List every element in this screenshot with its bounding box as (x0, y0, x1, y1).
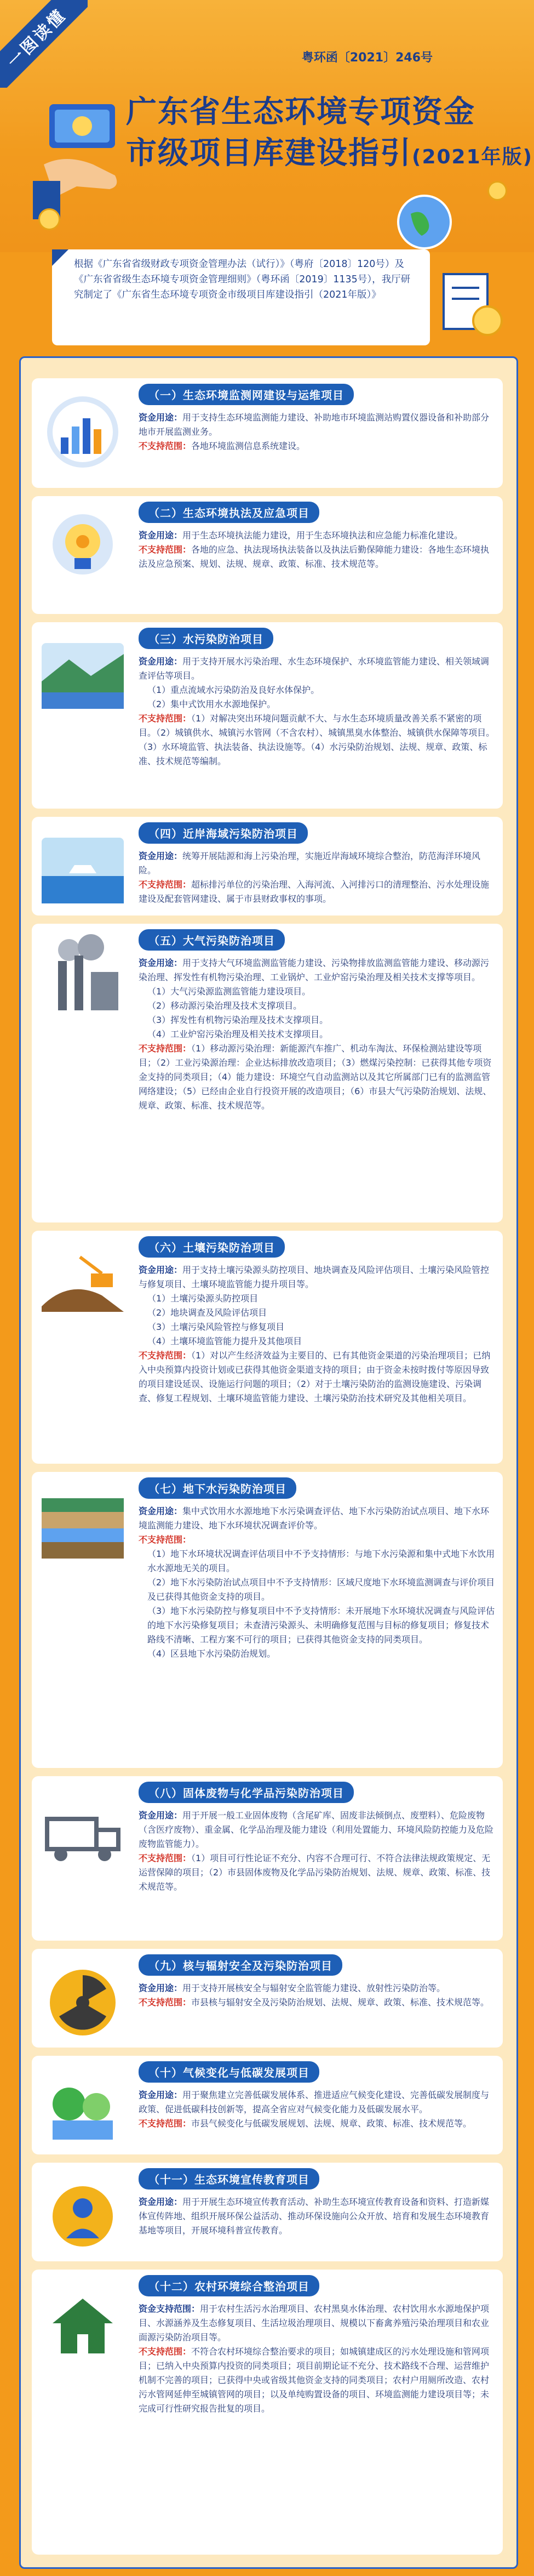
document-number: 粤环函〔2021〕246号 (301, 51, 433, 65)
corner-tag-label: 一图读懂 (4, 5, 70, 72)
section-11 (32, 2163, 503, 2261)
fund-text: 用于支持开展水污染治理、水生态环境保护、水环境监管能力建设、相关领域调查评估等项目。 (139, 656, 490, 681)
fund-label: 资金用途： (139, 1983, 183, 1993)
no-support-text: 市县核与辐射安全及污染防治规划、法规、规章、政策、标准、技术规范等。 (191, 1997, 490, 2008)
education-person-icon (36, 2173, 129, 2260)
list-item: （2）集中式饮用水水源地保护。 (147, 699, 276, 709)
coastal-sea-icon (36, 827, 129, 914)
list-item: （4）工业炉窑污染治理及相关技术支撑项目。 (147, 1029, 329, 1039)
waste-truck-icon (36, 1786, 129, 1874)
section-3 (32, 622, 503, 809)
fund-label: 资金用途： (139, 2090, 183, 2100)
section-title: （八）固体废物与化学品污染防治项目 (139, 1782, 354, 1803)
no-support-text: （1）项目可行性论证不充分、内容不合理可行、不符合法律法规政策规定、无运营保障的项目；（2）市县固体废物及化学品污染防治规划、法规、规章、政策、标准、技术规范等。 (139, 1853, 491, 1892)
monitoring-chart-icon (36, 388, 129, 476)
list-item: （4）土壤环境监管能力提升及其他项目 (147, 1336, 302, 1346)
list-item: （1）重点流域水污染防治及良好水体保护。 (147, 685, 320, 695)
list-item: （2）移动源污染治理及技术支撑项目。 (147, 1000, 302, 1011)
list-item: （2）地下水污染防治试点项目中不予支持情形：区域尺度地下水环境监测调查与评价项目及已获得其他资金支持的项目。 (147, 1577, 495, 1602)
soil-excavator-icon (36, 1241, 129, 1328)
fund-text: 统筹开展陆源和海上污染治理，实施近岸海域环境综合整治，防范海洋环境风险。 (139, 851, 481, 875)
list-item: （2）地块调查及风险评估项目 (147, 1307, 267, 1318)
document-coin-icon (433, 263, 509, 345)
fund-support-label: 资金支持范围： (139, 2304, 200, 2314)
section-title: （五）大气污染防治项目 (139, 929, 285, 951)
section-5 (32, 924, 503, 1222)
no-support-label: 不支持范围： (139, 1997, 192, 2008)
no-support-text: 各地的应急、执法现场执法装备以及执法后勤保障能力建设：各地生态环境执法及应急预案、规划、法规、规章、政策、标准、技术规范等。 (139, 544, 490, 569)
section-title: （二）生态环境执法及应急项目 (139, 502, 319, 523)
fund-label: 资金用途： (139, 1810, 183, 1821)
header-banner (0, 0, 534, 252)
fund-text: 用于支持生态环境监测能力建设、补助地市环境监测站购置仪器设备和补助部分地市开展监测业务。 (139, 412, 490, 437)
no-support-text: 各地环境监测信息系统建设。 (191, 441, 306, 451)
rural-house-icon (36, 2279, 129, 2367)
section-title: （六）土壤污染防治项目 (139, 1236, 285, 1258)
fund-text: 用于聚焦建立完善低碳发展体系、推进适应气候变化建设、完善低碳发展制度与政策、促进低碳科技创新等，提高全省应对气候变化能力及低碳发展水平。 (139, 2090, 490, 2114)
coin-icon (487, 181, 507, 201)
green-city-icon (36, 2066, 129, 2153)
fund-label: 资金用途： (139, 412, 183, 423)
section-title: （十二）农村环境综合整治项目 (139, 2275, 319, 2296)
section-1 (32, 378, 503, 488)
list-item: （3）地下水污染防控与修复项目中不予支持情形：未开展地下水环境状况调查与风险评估的地下水污染修复项目；未查清污染源头、未明确修复范围与目标的修复项目；修复技术路线不清晰、工程方案不可行的项目；已获得其他资金支持的同类项目。 (147, 1606, 495, 1645)
fund-text: 用于开展一般工业固体废物（含尾矿库、固废非法倾倒点、废塑料）、危险废物（含医疗废物）、重金属、化学品治理及能力建设（利用处置能力、环境风险防控能力及危险废物监管能力）。 (139, 1810, 494, 1849)
radiation-icon (36, 1959, 129, 2046)
section-title: （四）近岸海域污染防治项目 (139, 822, 308, 844)
fund-text: 用于生态环境执法能力建设，用于生态环境执法和应急能力标准化建设。 (182, 530, 463, 541)
no-support-text: 市县气候变化与低碳发展规划、法规、规章、政策、标准、技术规范等。 (191, 2118, 472, 2129)
list-item: （4）区县地下水污染防治规划。 (147, 1648, 276, 1659)
intro-text: 根据《广东省省级财政专项资金管理办法（试行）》（粤府〔2018〕120号）及《广东省省级生态环境专项资金管理细则》（粤环函〔2019〕1135号），我厅研究制定了《广东省生态环境专项资金市级项目库建设指引（2021年版）》 (74, 259, 411, 300)
fund-text: 用于农村生活污水治理项目、农村黑臭水体治理、农村饮用水水源地保护项目、水源涵养及生态修复项目、生活垃圾治理项目、规模以下畜禽养殖污染治理项目和农业面源污染防治项目等。 (139, 2304, 490, 2342)
section-7 (32, 1472, 503, 1768)
list-item: （1）大气污染源监测监管能力建设项目。 (147, 986, 311, 997)
fund-label: 资金用途： (139, 1265, 183, 1275)
page-title-year: (2021年版) (412, 146, 533, 168)
page-title-main: 市级项目库建设指引 (126, 135, 412, 171)
page-title-line2 (126, 129, 533, 173)
section-title: （三）水污染防治项目 (139, 628, 273, 649)
no-support-text: （1）移动源污染治理：新能源汽车推广、机动车淘汰、环保检测站建设等项目；（2）工业污染源治理：企业达标排放改造项目；（3）燃煤污染控制：已获得其他专项资金支持的同类项目；（4）能力建设：环境空气自动监测站以及其它所属部门已有的监测监管网络建设；（5）已经由企业自行投资开展的改造项目；（6）市县大气污染防治规划、法规、规章、政策、标准、技术规范等。 (139, 1043, 492, 1111)
groundwater-layers-icon (36, 1482, 129, 1570)
list-item: （1）土壤污染源头防控项目 (147, 1293, 259, 1304)
no-support-label: 不支持范围： (139, 2346, 192, 2357)
fund-text: 用于支持开展核安全与辐射安全监管能力建设、放射性污染防治等。 (182, 1983, 446, 1993)
no-support-label: 不支持范围： (139, 2118, 192, 2129)
no-support-label: 不支持范围： (139, 1853, 192, 1863)
list-item: （1）地下水环境状况调查评估项目中不予支持情形：与地下水污染源和集中式地下水饮用水水源地无关的项目。 (147, 1549, 495, 1573)
water-landscape-icon (36, 632, 129, 720)
globe-icon (394, 192, 455, 252)
section-4 (32, 817, 503, 915)
no-support-label: 不支持范围： (139, 1534, 192, 1545)
section-title: （七）地下水污染防治项目 (139, 1477, 296, 1499)
fund-label: 资金用途： (139, 656, 183, 667)
fund-text: 用于支持土壤污染源头防控项目、地块调查及风险评估项目、土壤污染风险管控与修复项目、土壤环境监管能力提升项目等。 (139, 1265, 490, 1289)
list-item: （3）挥发性有机物污染治理及技术支撑项目。 (147, 1015, 329, 1025)
section-10 (32, 2056, 503, 2154)
fund-label: 资金用途： (139, 851, 183, 861)
fund-label: 资金用途： (139, 530, 183, 541)
list-item: （3）土壤污染风险管控与修复项目 (147, 1322, 285, 1332)
no-support-text: 超标排污单位的污染治理、入海河流、入河排污口的清理整治、污水处理设施建设及配套管网建设、属于市县财政事权的事项。 (139, 879, 490, 904)
fund-label: 资金用途： (139, 958, 183, 968)
no-support-label: 不支持范围： (139, 1350, 192, 1361)
no-support-label: 不支持范围： (139, 879, 192, 890)
no-support-text: 不符合农村环境综合整治要求的项目；如城镇建成区的污水处理设施和管网项目；已纳入中央预算内投资的同类项目；项目前期论证不充分、技术路线不合理、运营维护机制不完善的项目；已获得中央或省级其他资金支持的同类项目；农村户用厕所改造、农村污水管网延伸至城镇管网的项目；以及单纯购置设备的项目、环境监测能力建设项目等；未完成可行性研究报告批复的项目。 (139, 2346, 490, 2414)
fund-text: 集中式饮用水水源地地下水污染调查评估、地下水污染防治试点项目、地下水环境监测能力建设、地下水环境状况调查评价等。 (139, 1506, 490, 1531)
no-support-label: 不支持范围： (139, 1043, 192, 1054)
section-title: （十一）生态环境宣传教育项目 (139, 2168, 319, 2190)
intro-corner-fold (52, 249, 68, 266)
section-title: （十）气候变化与低碳发展项目 (139, 2061, 319, 2083)
section-title: （一）生态环境监测网建设与运维项目 (139, 384, 354, 405)
coin-icon (38, 208, 60, 230)
no-support-label: 不支持范围： (139, 713, 192, 724)
section-title: （九）核与辐射安全及污染防治项目 (139, 1954, 342, 1976)
fund-label: 资金用途： (139, 1506, 183, 1516)
no-support-label: 不支持范围： (139, 441, 192, 451)
no-support-text: （1）对以产生经济效益为主要目的、已有其他资金渠道的污染治理项目；已纳入中央预算内投资计划或已获得其他资金渠道支持的项目；由于资金未按时拨付等原因导致的项目建设延误、设施运行问题的项目；（2）对于土壤污染防治的监测设施建设、污染调查、修复工程规划、土壤环境监管能力建设、土壤污染防治技术研究及其他相关项目。 (139, 1350, 491, 1403)
no-support-label: 不支持范围： (139, 544, 192, 555)
fund-label: 资金用途： (139, 2197, 183, 2207)
fund-text: 用于支持大气环境监测监管能力建设、污染物排放监测监管能力建设、移动源污染治理、挥发性有机物污染治理、工业锅炉、工业炉窑污染治理及相关技术支撑等项目。 (139, 958, 490, 982)
corner-tag (0, 0, 88, 88)
page-title-line1: 广东省生态环境专项资金 (126, 94, 475, 130)
section-12 (32, 2270, 503, 2555)
fund-text: 用于开展生态环境宣传教育活动、补助生态环境宣传教育设备和资料、打造新媒体宣传阵地、组织开展环保公益活动、推动环保设施向公众开放、培育和发展生态环境教育基地等项目，开展环境科普宣传教育。 (139, 2197, 490, 2236)
section-8 (32, 1776, 503, 1941)
no-support-text: （1）对解决突出环境问题贡献不大、与水生态环境质量改善关系不紧密的项目。（2）城镇供水、城镇污水管网（不含农村）、城镇黑臭水体整治、城镇供水保障等项目。（3）水环境监管、执法装备、执法设施等。（4）水污染防治规划、法规、规章、政策、标准、技术规范等编制。 (139, 713, 495, 766)
section-6 (32, 1231, 503, 1464)
section-9 (32, 1949, 503, 2048)
lightbulb-gear-icon (36, 506, 129, 594)
factory-smoke-icon (36, 934, 129, 1021)
section-2 (32, 496, 503, 614)
